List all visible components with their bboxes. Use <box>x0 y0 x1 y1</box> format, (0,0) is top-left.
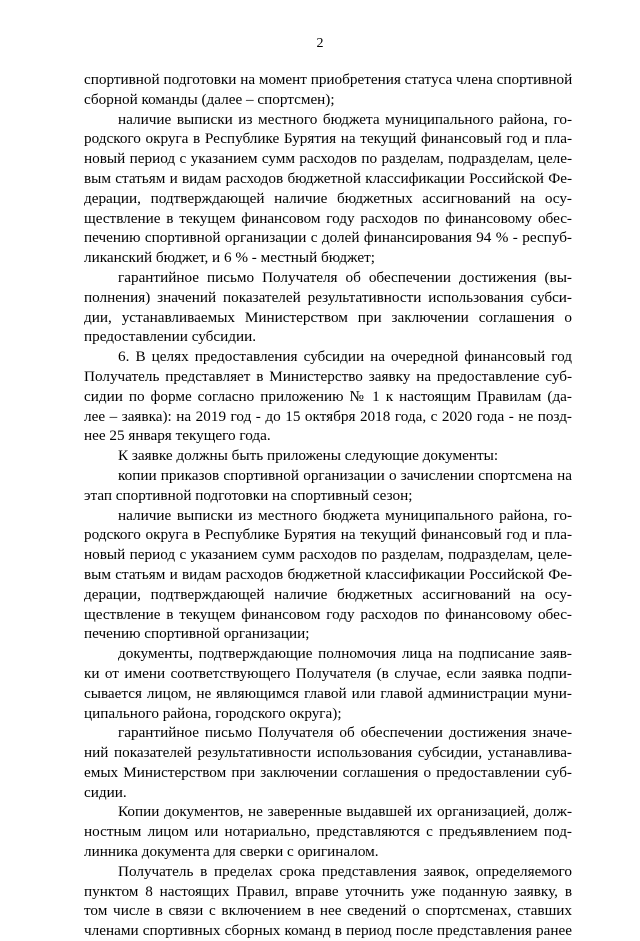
text-line: дерации, подтверждающей наличие бюджетных ассигнований на осу- <box>84 585 572 603</box>
page-number: 2 <box>316 36 324 51</box>
text-line: емых Министерством при заключении соглашения о предоставлении суб- <box>84 763 572 781</box>
text-line: ликанский бюджет, и 6 % - местный бюджет; <box>84 249 375 267</box>
text-line: предоставлении субсидии. <box>84 328 257 346</box>
text-line: ществление в текущем финансовом году расходов по финансовому обес- <box>84 209 572 227</box>
text-line: полнения) значений показателей результативности использования субси- <box>84 288 572 306</box>
text-line: членами спортивных сборных команд в период после представления ранее <box>84 922 572 940</box>
text-line: вым статьям и видам расходов бюджетной классификации Российской Фе- <box>84 169 572 187</box>
text-line: дии, устанавливаемых Министерством при заключении соглашения о <box>84 308 572 326</box>
text-line: нее 25 января текущего года. <box>84 427 271 445</box>
text-line: печению спортивной организации; <box>84 625 310 643</box>
text-line: К заявке должны быть приложены следующие документы: <box>118 447 499 465</box>
text-line: сывается лицом, не являющимся главой или главой администрации муни- <box>84 684 572 702</box>
text-line: линника документа для сверки с оригиналом. <box>84 843 379 861</box>
text-line: ципального района, городского округа); <box>84 704 342 722</box>
text-line: родского округа в Республике Бурятия на текущий финансовый год и пла- <box>84 526 572 544</box>
text-line: ностным лицом или нотариально, представляются с предъявлением под- <box>84 823 572 841</box>
text-line: Получатель представляет в Министерство заявку на предоставление суб- <box>84 367 572 385</box>
text-line: Копии документов, не заверенные выдавшей их организацией, долж- <box>118 803 572 821</box>
text-line: пунктом 8 настоящих Правил, вправе уточнить уже поданную заявку, в <box>84 882 572 900</box>
text-line: Получатель в пределах срока представления заявок, определяемого <box>118 862 572 880</box>
text-line: вым статьям и видам расходов бюджетной классификации Российской Фе- <box>84 565 572 583</box>
text-line: копии приказов спортивной организации о зачислении спортсмена на <box>118 466 572 484</box>
text-line: гарантийное письмо Получателя об обеспечении достижения значе- <box>118 724 572 742</box>
text-line: печению спортивной организации с долей финансирования 94 % - респуб- <box>84 229 572 247</box>
text-line: новый период с указанием сумм расходов по разделам, подразделам, целе- <box>84 150 572 168</box>
text-line: ний показателей результативности использования субсидии, устанавлива- <box>84 744 572 762</box>
text-line: ки от имени соответствующего Получателя (в случае, если заявка подпи- <box>84 664 572 682</box>
text-line: гарантийное письмо Получателя об обеспечении достижения (вы- <box>118 268 572 286</box>
document-body <box>84 70 572 941</box>
text-line: дерации, подтверждающей наличие бюджетных ассигнований на осу- <box>84 189 572 207</box>
text-line: 6. В целях предоставления субсидии на очередной финансовый год <box>118 348 572 366</box>
text-line: том числе в связи с включением в нее сведений о спортсменах, ставших <box>84 902 572 920</box>
text-line: ществление в текущем финансовом году расходов по финансовому обес- <box>84 605 572 623</box>
text-line: наличие выписки из местного бюджета муниципального района, го- <box>118 110 572 128</box>
text-line: лее – заявка): на 2019 год - до 15 октября 2018 года, с 2020 года - не позд- <box>84 407 572 425</box>
text-line: родского округа в Республике Бурятия на текущий финансовый год и пла- <box>84 130 572 148</box>
text-line: этап спортивной подготовки на спортивный сезон; <box>84 486 413 504</box>
text-line: сидии. <box>84 783 127 801</box>
text-line: сборной команды (далее – спортсмен); <box>84 90 335 108</box>
text-line: документы, подтверждающие полномочия лица на подписание заяв- <box>118 645 572 663</box>
text-line: спортивной подготовки на момент приобретения статуса члена спортивной <box>84 71 572 88</box>
text-line: новый период с указанием сумм расходов по разделам, подразделам, целе- <box>84 546 572 564</box>
text-line: сидии по форме согласно приложению № 1 к настоящим Правилам (да- <box>84 387 572 405</box>
text-line: наличие выписки из местного бюджета муниципального района, го- <box>118 506 572 524</box>
